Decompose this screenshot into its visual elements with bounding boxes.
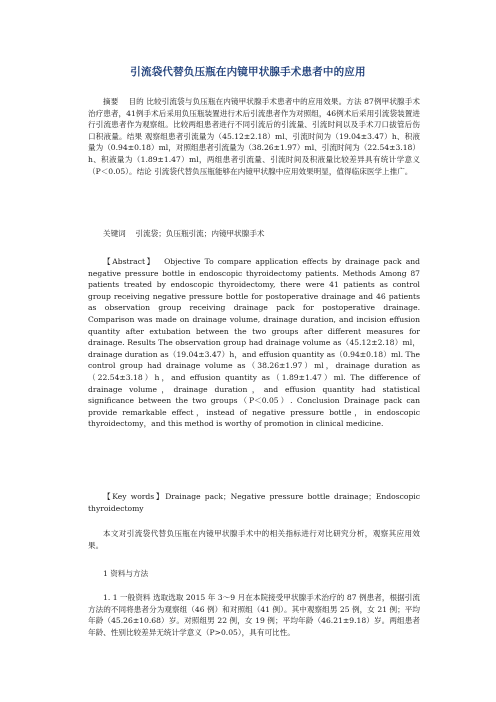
abstract-en-text: Objective To compare application effects by drainage pack and negative pressure bottle in endoscopic thyroidectomy patients. Methods Among 87 patients treated by endoscopic thyroidectomy, there were 41 patients as control group receiving negative pressure bottle for postoperative drainage and 46 patients as observation group receiving drainage pack for postoperative drainage. Comparison was made on drainage volume, drainage duration, and incision effusion quantity after extubation between the two groups after different measures for drainage. Results The observation group had drainage volume as（45.12±2.18）ml，drainage duration as（19.04±3.47）h，and effusion quantity as（0.94±0.18）ml. The control group had drainage volume as（38.26±1.97）ml，drainage duration as（22.54±3.18）h，and effusion quantity as（1.89±1.47）ml. The difference of drainage volume，drainage duration，and effusion quantity had statistical significance between the two groups（P＜0.05）. Conclusion Drainage pack can provide remarkable effect，instead of negative pressure bottle，in endoscopic thyroidectomy，and this method is worthy of promotion in clinical medicine. (88, 257, 421, 429)
keywords-en-text: Drainage pack；Negative pressure bottle drainage；Endoscopic thyroidectomy (88, 492, 420, 513)
section-heading: 1 资料与方法 (103, 569, 149, 578)
intro-section (88, 528, 420, 551)
section-1-1 (88, 592, 420, 638)
section-1-1-paragraph: 1. 1 一般资料 选取选取 2015 年 3～9 月在本院接受甲状腺手术治疗的 87 例患者，根据引流方法的不同将患者分为观察组（46 例）和对照组（41 例）。其中观察组男 25 例，女 21 例；平均年龄（45.26±10.68）岁。对照组男 22 例，女 19 例；平均年龄（46.21±9.18）岁。两组患者年龄、性别比较差异无统计学意义（P>0.05），具有可比性。 (88, 593, 420, 637)
intro-paragraph: 本文对引流袋代替负压瓶在内镜甲状腺手术中的相关指标进行对比研究分析，观察其应用效果。 (88, 529, 420, 550)
abstract-cn-label: 摘要 (103, 97, 119, 106)
keywords-cn-label: 关键词 (103, 229, 126, 238)
keywords-cn-paragraph (88, 228, 420, 240)
paper-title: 引流袋代替负压瓶在内镜甲状腺手术患者中的应用 (130, 66, 366, 78)
abstract-en (88, 256, 420, 430)
keywords-en (88, 491, 420, 514)
abstract-en-label: 【Abstract】 (103, 257, 156, 266)
abstract-cn (88, 96, 420, 177)
abstract-cn-text: 目的 比较引流袋与负压瓶在内镜甲状腺手术患者中的应用效果。方法 87例甲状腺手术治疗患者，41例手术后采用负压瓶装置进行术后引流患者作为对照组，46例术后采用引流袋装置进行引流患者作为观察组。比较两组患者进行不同引流后的引流量、引流时间以及手术刀口拔管后伤口积液量。结果 观察组患者引流量为（45.12±2.18）ml、引流时间为（19.04±3.47）h、积液量为（0.94±0.18）ml，对照组患者引流量为（38.26±1.97）ml、引流时间为（22.54±3.18）h、积液量为（1.89±1.47）ml，两组患者引流量、引流时间及积液量比较差异具有统计学意义（P＜0.05）。结论 引流袋代替负压瓶能够在内镜甲状腺中应用效果明显，值得临床医学上推广。 (88, 97, 420, 176)
section-1 (88, 568, 420, 580)
keywords-en-label: 【Key words】 (103, 492, 166, 501)
keywords-cn-text: 引流袋；负压瓶引流；内镜甲状腺手术 (135, 229, 265, 238)
abstract-en-paragraph (88, 256, 420, 430)
keywords-cn (88, 228, 420, 240)
keywords-en-paragraph (88, 491, 420, 514)
abstract-cn-paragraph (88, 96, 420, 177)
